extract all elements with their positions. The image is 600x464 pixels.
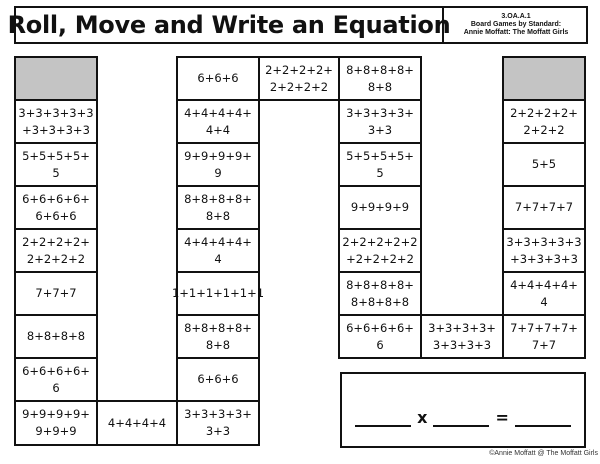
start-space[interactable] xyxy=(14,56,98,101)
board-space[interactable]: 6+6+6+6+ 6 xyxy=(338,314,422,359)
board-space[interactable]: 3+3+3+3+ 3+3+3+3 xyxy=(420,314,504,359)
author-credit: Annie Moffatt: The Moffatt Girls xyxy=(463,29,569,36)
standard-info xyxy=(446,8,586,42)
board-space[interactable]: 7+7+7+7 xyxy=(502,185,586,230)
board-space[interactable]: 4+4+4+4+ 4 xyxy=(176,228,260,273)
end-space[interactable] xyxy=(502,56,586,101)
board-space[interactable]: 5+5+5+5+ 5 xyxy=(14,142,98,187)
board-space[interactable]: 2+2+2+2+ 2+2+2+2 xyxy=(14,228,98,273)
board-space[interactable]: 6+6+6+6+ 6 xyxy=(14,357,98,402)
board-space[interactable]: 8+8+8+8+ 8+8+8+8 xyxy=(338,271,422,316)
board-space[interactable]: 3+3+3+3+ 3+3 xyxy=(338,99,422,144)
board-space[interactable]: 6+6+6+6+ 6+6+6 xyxy=(14,185,98,230)
board-space[interactable]: 8+8+8+8+ 8+8 xyxy=(176,314,260,359)
copyright-text: ©Annie Moffatt @ The Moffatt Girls xyxy=(489,450,598,457)
equation-template xyxy=(342,408,584,427)
board-space[interactable]: 2+2+2+2+2 +2+2+2+2 xyxy=(338,228,422,273)
board-space[interactable]: 9+9+9+9+ 9+9+9 xyxy=(14,400,98,446)
times-symbol: x xyxy=(417,408,428,427)
product-blank[interactable] xyxy=(515,409,571,427)
board-space[interactable]: 2+2+2+2+ 2+2+2+2 xyxy=(258,56,340,101)
board-space[interactable]: 6+6+6 xyxy=(176,56,260,101)
board-space[interactable]: 1+1+1+1+1+1 xyxy=(176,271,260,316)
board-space[interactable]: 4+4+4+4 xyxy=(96,400,178,446)
standard-code: 3.OA.A.1 xyxy=(501,13,531,20)
board-space[interactable]: 9+9+9+9 xyxy=(338,185,422,230)
equals-symbol: = xyxy=(495,408,509,427)
factor-blank-1[interactable] xyxy=(355,409,411,427)
board-space[interactable]: 3+3+3+3+3 +3+3+3+3 xyxy=(14,99,98,144)
board-space[interactable]: 8+8+8+8+ 8+8 xyxy=(338,56,422,101)
board-space[interactable]: 3+3+3+3+3 +3+3+3+3 xyxy=(502,228,586,273)
board-space[interactable]: 3+3+3+3+ 3+3 xyxy=(176,400,260,446)
factor-blank-2[interactable] xyxy=(433,409,489,427)
board-space[interactable]: 8+8+8+8+ 8+8 xyxy=(176,185,260,230)
board-space[interactable]: 9+9+9+9+ 9 xyxy=(176,142,260,187)
title-banner xyxy=(7,6,588,44)
board-space[interactable]: 5+5 xyxy=(502,142,586,187)
standard-label: Board Games by Standard: xyxy=(470,21,562,28)
board-space[interactable]: 8+8+8+8 xyxy=(14,314,98,359)
board-space[interactable]: 5+5+5+5+ 5 xyxy=(338,142,422,187)
equation-answer-box xyxy=(340,372,586,448)
board-space[interactable]: 6+6+6 xyxy=(176,357,260,402)
board-space[interactable]: 4+4+4+4+ 4+4 xyxy=(176,99,260,144)
board-space[interactable]: 2+2+2+2+ 2+2+2 xyxy=(502,99,586,144)
board-space[interactable]: 7+7+7+7+ 7+7 xyxy=(502,314,586,359)
page-title: Roll, Move and Write an Equation xyxy=(16,8,444,42)
board-space[interactable]: 4+4+4+4+ 4 xyxy=(502,271,586,316)
board-space[interactable]: 7+7+7 xyxy=(14,271,98,316)
